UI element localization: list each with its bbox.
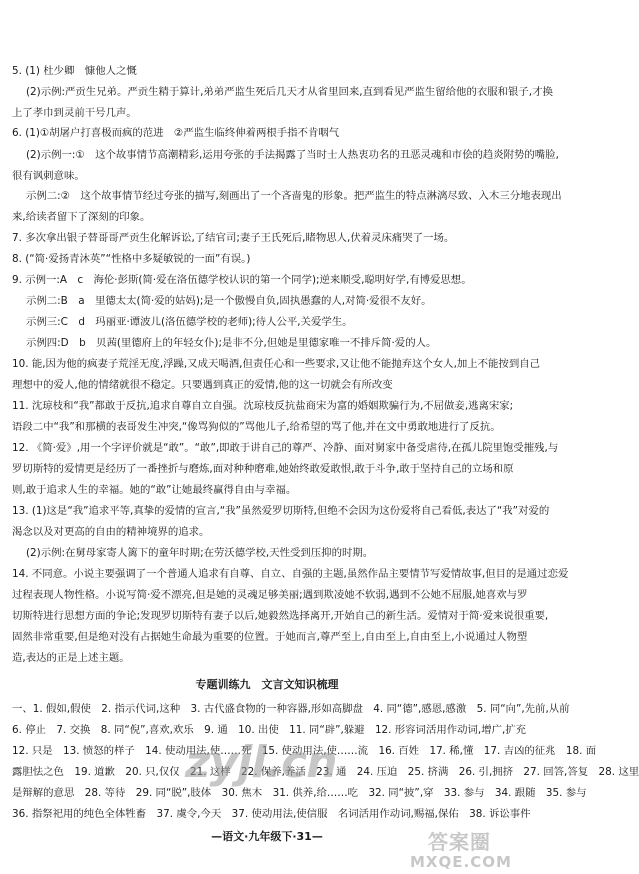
answer-5-1: 5. (1) 杜少卿 慷他人之慨: [12, 65, 137, 77]
answer-9-example1: 9. 示例一:A c 海伦·彭斯(简·爱在洛伍德学校认识的第一个同学);逆来顺受,聪明好学,有博爱思想。: [12, 274, 472, 286]
answer-6-example2: 示例二:② 这个故事情节经过夸张的描写,刻画出了一个吝啬鬼的形象。把严监生的特点淋漓尽致、入木三分地表现出: [26, 190, 562, 202]
answer-11: 11. 沈琼枝和“我”都敢于反抗,追求自尊自立自强。沈琼枝反抗盐商宋为富的婚姻欺骗行为,不屈做妾,逃离宋家;: [12, 400, 514, 412]
vocab-line-5: 是辩解的意思 28. 等待 29. 同“脱”,肢体 30. 焦木 31. 供养,给……吃 32. 同“披”,穿 33. 参与 34. 跟随 35. 参与: [12, 787, 587, 799]
answer-12-cont1: 罗切斯特的爱情更是经历了一番挫折与磨炼,面对种种磨难,她始终敢爱敢恨,敢于斗争,敢于坚持自己的立场和原: [12, 463, 514, 475]
answer-7: 7. 多次拿出银子替哥哥严贡生化解诉讼,了结官司;妻子王氏死后,睹物思人,伏着灵床痛哭了一场。: [12, 232, 455, 244]
answer-12-cont2: 则,敢于追求人生的幸福。她的“敢”让她最终赢得自由与幸福。: [12, 484, 297, 496]
answer-14-cont1: 过程表现人物性格。小说写简·爱不漂亮,但是她的灵魂足够美丽;遇到欺凌她不软弱,遇到不公她不屈服,她喜欢与罗: [12, 589, 528, 601]
answer-6-2-cont: 很有讽刺意味。: [12, 170, 85, 182]
watermark-url: MXQE.COM: [410, 853, 512, 871]
vocab-line-1: 一、1. 假如,假使 2. 指示代词,这种 3. 古代盛食物的一种容器,形如高脚盘 4. 同“德”,感恩,感激 5. 同“向”,先前,从前: [12, 703, 570, 715]
answer-10-cont: 理想中的爱人,他的情绪就很不稳定。只要遇到真正的爱情,他的这一切就会有所改变: [12, 379, 393, 391]
answer-6-example2-cont: 来,给读者留下了深刻的印象。: [12, 211, 151, 223]
answer-9-example3: 示例三:C d 玛丽亚·谭波儿(洛伍德学校的老师);待人公平,关爱学生。: [26, 316, 353, 328]
answer-12: 12. 《简·爱》,用一个字评价就是“敢”。“敢”,即敢于讲自己的尊严、冷静、面对舅家中备受虐待,在孤儿院里饱受摧残,与: [12, 442, 559, 454]
answer-14-cont3: 固然非常重要,但是绝对没有占据她生命最为重要的位置。于她而言,尊严至上,自由至上,自由至上,小说通过人物塑: [12, 631, 528, 643]
answer-9-example4: 示例四:D b 贝茜(里德府上的年轻女仆);是非不分,但她是里德家唯一不排斥简·爱的人。: [26, 337, 437, 349]
vocab-line-6: 36. 指祭祀用的纯色全体牲畜 37. 虞令,今天 37. 使动用法,使信服 名词活用作动词,赐福,保佑 38. 诉讼事件: [12, 808, 531, 820]
section-title: 专题训练九 文言文知识梳理: [195, 678, 339, 691]
answer-5-2: (2)示例:严贡生兄弟。严贡生精于算计,弟弟严监生死后几天才从省里回来,直到看见严监生留给他的衣服和银子,才换: [26, 86, 553, 98]
answer-13-2: (2)示例:在舅母家寄人篱下的童年时期;在劳沃德学校,天性受到压抑的时期。: [26, 547, 374, 559]
answer-14-cont2: 切斯特进行思想方面的争论;发现罗切斯特有妻子以后,她毅然选择离开,开始自己的新生活。爱情对于简·爱来说很重要,: [12, 610, 549, 622]
answer-9-example2: 示例二:B a 里德太太(简·爱的姑妈);是一个傲慢自负,固执愚蠢的人,对简·爱很不友好。: [26, 295, 432, 307]
vocab-line-2: 6. 停止 7. 交换 8. 同“倪”,喜欢,欢乐 9. 通 10. 出使 11. 同“辟”,躲避 12. 形容词活用作动词,增广,扩充: [12, 724, 527, 736]
answer-10: 10. 能,因为他的疯妻子荒淫无度,浮躁,又成天喝酒,但责任心和一些要求,又让他不能抛弃这个女人,加上不能按到自己: [12, 358, 540, 370]
answer-8: 8. (“简·爱扬青沐英”“性格中多疑敏锐的一面”有误。): [12, 253, 251, 265]
answer-5-2-cont: 上了孝巾到灵前干号几声。: [12, 107, 137, 119]
answer-13-1: 13. (1)这是“我”追求平等,真挚的爱情的宣言,“我”虽然爱罗切斯特,但绝不会因为这份爱将自己看低,表达了“我”对爱的: [12, 505, 550, 517]
answer-14: 14. 不同意。小说主要强调了一个普通人追求有自尊、自立、自强的主题,虽然作品主要情节写爱情故事,但目的是通过恋爱: [12, 568, 569, 580]
vocab-line-4: 露胆怯之色 19. 道歉 20. 只,仅仅 21. 这样 22. 保养,养活 23. 通 24. 压迫 25. 挤满 26. 引,拥挤 27. 回答,答复 28. 这里: [12, 766, 639, 778]
answer-6-2: (2)示例一:① 这个故事情节高潮精彩,运用夸张的手法揭露了当时士人热衷功名的丑恶灵魂和市侩的趋炎附势的嘴脸,: [26, 149, 559, 161]
answer-14-cont4: 造,表达的正是上述主题。: [12, 652, 130, 664]
answer-11-cont: 语段二中“我”和那横的表哥发生冲突,“像骂狗似的”骂他儿子,给希望的骂了他,并在文中勇敢地进行了反抗。: [12, 421, 501, 433]
vocab-line-3: 12. 只是 13. 愤怒的样子 14. 使动用法,使……死 15. 使动用法,使……流 16. 百姓 17. 稀,懂 17. 吉凶的征兆 18. 面: [12, 745, 597, 757]
watermark-center: zyjl.cn: [185, 737, 337, 788]
answer-13-1-cont: 渴念以及对更高的自由的精神境界的追求。: [12, 526, 210, 538]
answer-6-1: 6. (1)①胡屠户打喜极而疯的范进 ②严监生临终伸着两根手指不肯咽气: [12, 127, 340, 139]
watermark-logo: 答案圈: [428, 830, 491, 854]
page-footer: —语文·九年级下·31—: [211, 830, 323, 843]
